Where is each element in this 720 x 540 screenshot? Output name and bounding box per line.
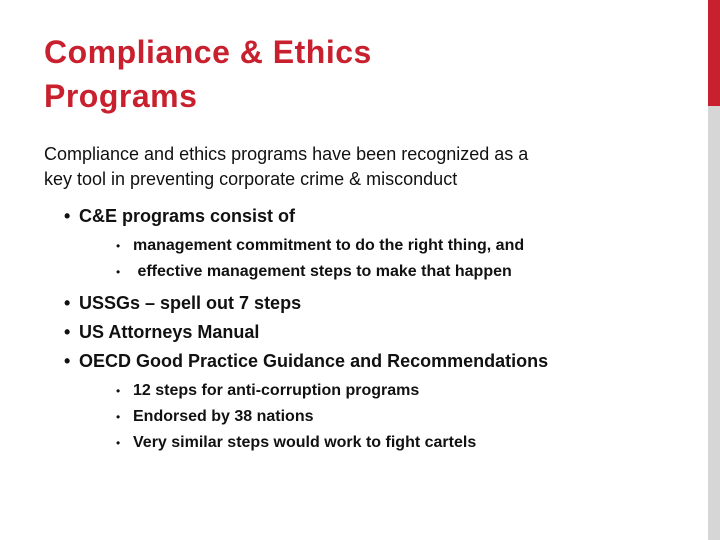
sub-bullet-text: Very similar steps would work to fight cartels xyxy=(133,434,477,451)
accent-bar xyxy=(708,0,720,106)
bullet-text: US Attorneys Manual xyxy=(79,322,260,342)
bullet-icon: • xyxy=(116,384,121,398)
sub-bullet-item xyxy=(44,430,684,456)
bullet-icon: • xyxy=(116,410,121,424)
sub-bullet-text: effective management steps to make that happen xyxy=(133,263,512,280)
sub-bullet-item xyxy=(44,404,684,430)
sub-bullet-text: 12 steps for anti-corruption programs xyxy=(133,382,420,399)
bullet-item xyxy=(44,318,684,347)
sub-bullet-list xyxy=(44,378,684,456)
bullet-list xyxy=(44,289,684,376)
intro-paragraph xyxy=(44,142,684,192)
bullet-text: USSGs – spell out 7 steps xyxy=(79,293,302,313)
intro-line-1: Compliance and ethics programs have been recognized as a xyxy=(44,144,529,164)
title-line-2: Programs xyxy=(44,78,198,114)
bullet-icon: • xyxy=(64,322,71,342)
bullet-icon: • xyxy=(64,293,71,313)
bullet-text: OECD Good Practice Guidance and Recommendations xyxy=(79,351,549,371)
bullet-list xyxy=(44,202,684,231)
bullet-item xyxy=(44,289,684,318)
side-bar xyxy=(708,106,720,540)
sub-bullet-item xyxy=(44,259,684,285)
bullet-icon: • xyxy=(64,351,71,371)
sub-bullet-text: management commitment to do the right thing, and xyxy=(133,237,525,254)
sub-bullet-list xyxy=(44,233,684,285)
bullet-icon: • xyxy=(116,239,121,253)
slide-title xyxy=(44,30,684,118)
bullet-item xyxy=(44,347,684,376)
bullet-icon: • xyxy=(64,206,71,226)
bullet-icon: • xyxy=(116,265,121,279)
bullet-item xyxy=(44,202,684,231)
bullet-text: C&E programs consist of xyxy=(79,206,296,226)
sub-bullet-item xyxy=(44,233,684,259)
intro-line-2: key tool in preventing corporate crime & misconduct xyxy=(44,169,458,189)
sub-bullet-text: Endorsed by 38 nations xyxy=(133,408,314,425)
bullet-icon: • xyxy=(116,436,121,450)
title-line-1: Compliance & Ethics xyxy=(44,34,372,70)
sub-bullet-item xyxy=(44,378,684,404)
slide-body xyxy=(44,142,684,456)
